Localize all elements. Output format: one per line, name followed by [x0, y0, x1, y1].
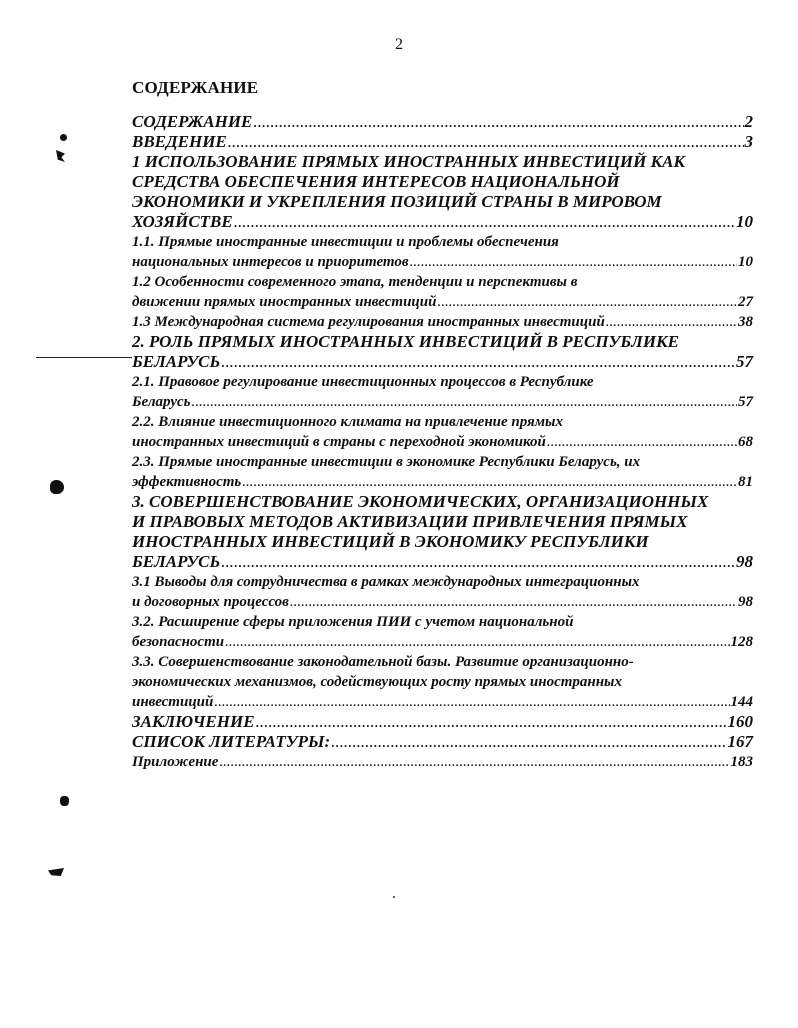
- toc-dot-leader: [331, 732, 726, 752]
- toc-page-number: 10: [738, 254, 753, 270]
- toc-entry-title-line: И ПРАВОВЫХ МЕТОДОВ АКТИВИЗАЦИИ ПРИВЛЕЧЕНИЯ ПРЯМЫХ: [132, 512, 688, 531]
- toc-entry-last-line: [132, 632, 753, 652]
- page-title: СОДЕРЖАНИЕ: [132, 78, 259, 97]
- scan-speck-mark: [56, 150, 65, 162]
- toc-entry-last-line: [132, 132, 753, 152]
- toc-dot-leader: [214, 692, 729, 712]
- toc-page-number: 2: [744, 112, 753, 131]
- toc-page-number: 81: [738, 474, 753, 490]
- toc-dot-leader: [191, 392, 737, 412]
- toc-dot-leader: [221, 552, 735, 572]
- toc-entry-title-line: ИНОСТРАННЫХ ИНВЕСТИЦИЙ В ЭКОНОМИКУ РЕСПУБЛИКИ: [132, 532, 649, 551]
- table-of-contents: [132, 112, 753, 772]
- toc-entry-last-line: [132, 732, 753, 752]
- toc-entry-title-line: 1.1. Прямые иностранные инвестиции и проблемы обеспечения: [132, 234, 559, 250]
- scan-speck-mark: [48, 868, 64, 876]
- toc-dot-leader: [290, 592, 737, 612]
- toc-entry-last-line: [132, 352, 753, 372]
- toc-page-number: 10: [736, 212, 753, 231]
- toc-entry-last-line: [132, 592, 753, 612]
- toc-entry-title: движении прямых иностранных инвестиций: [132, 294, 437, 310]
- toc-entry: [132, 492, 753, 572]
- toc-entry-title-line: 1.2 Особенности современного этапа, тенденции и перспективы в: [132, 274, 578, 290]
- toc-dot-leader: [228, 132, 744, 152]
- toc-dot-leader: [547, 432, 737, 452]
- toc-entry: [132, 272, 753, 312]
- toc-entry: [132, 152, 753, 232]
- scan-dot-mark: [393, 896, 395, 898]
- toc-dot-leader: [256, 712, 727, 732]
- toc-entry: [132, 232, 753, 272]
- toc-entry-last-line: [132, 312, 753, 332]
- toc-entry: [132, 412, 753, 452]
- toc-entry-last-line: [132, 692, 753, 712]
- toc-page-number: 57: [736, 352, 753, 371]
- toc-entry-title: БЕЛАРУСЬ: [132, 352, 221, 371]
- toc-page-number: 38: [738, 314, 753, 330]
- toc-entry: [132, 372, 753, 412]
- toc-entry-title-line: 2.1. Правовое регулирование инвестиционных процессов в Республике: [132, 374, 594, 390]
- toc-entry-last-line: [132, 252, 753, 272]
- toc-entry: [132, 332, 753, 372]
- toc-entry: [132, 132, 753, 152]
- toc-entry-title: Беларусь: [132, 394, 191, 410]
- toc-dot-leader: [234, 212, 735, 232]
- toc-dot-leader: [242, 472, 737, 492]
- toc-entry: [132, 612, 753, 652]
- toc-page-number: 128: [730, 634, 753, 650]
- toc-entry-title-line: 3.3. Совершенствование законодательной базы. Развитие организационно-: [132, 654, 634, 670]
- toc-entry-last-line: [132, 712, 753, 732]
- toc-page-number: 68: [738, 434, 753, 450]
- scan-speck-mark: [50, 480, 64, 494]
- toc-entry-title: инвестиций: [132, 694, 214, 710]
- toc-entry-title: ХОЗЯЙСТВЕ: [132, 212, 233, 231]
- toc-entry-title-line: 2.2. Влияние инвестиционного климата на привлечение прямых: [132, 414, 563, 430]
- toc-entry-title: СПИСОК ЛИТЕРАТУРЫ:: [132, 732, 331, 751]
- toc-entry-last-line: [132, 432, 753, 452]
- toc-entry: [132, 452, 753, 492]
- toc-entry-title: и договорных процессов: [132, 594, 289, 610]
- toc-dot-leader: [225, 632, 729, 652]
- scan-speck-mark: [60, 796, 69, 806]
- toc-entry-title-line: СРЕДСТВА ОБЕСПЕЧЕНИЯ ИНТЕРЕСОВ НАЦИОНАЛЬНОЙ: [132, 172, 620, 191]
- toc-page-number: 98: [738, 594, 753, 610]
- toc-page-number: 57: [738, 394, 753, 410]
- scan-speck-mark: [60, 134, 67, 141]
- toc-entry: [132, 572, 753, 612]
- toc-entry-last-line: [132, 292, 753, 312]
- toc-entry-last-line: [132, 472, 753, 492]
- page-number: 2: [395, 36, 403, 53]
- toc-entry-last-line: [132, 752, 753, 772]
- toc-entry: [132, 712, 753, 732]
- toc-entry: [132, 732, 753, 752]
- toc-page-number: 160: [727, 712, 753, 731]
- toc-entry-title: Приложение: [132, 754, 219, 770]
- toc-page-number: 98: [736, 552, 753, 571]
- scan-line-mark: [36, 357, 132, 358]
- toc-entry-title-line: 2. РОЛЬ ПРЯМЫХ ИНОСТРАННЫХ ИНВЕСТИЦИЙ В РЕСПУБЛИКЕ: [132, 332, 679, 351]
- toc-dot-leader: [410, 252, 737, 272]
- toc-entry: [132, 752, 753, 772]
- toc-page-number: 183: [730, 754, 753, 770]
- toc-entry: [132, 652, 753, 712]
- toc-entry-title-line: экономических механизмов, содействующих росту прямых иностранных: [132, 674, 622, 690]
- toc-dot-leader: [221, 352, 735, 372]
- toc-entry: [132, 312, 753, 332]
- toc-entry-title-line: ЭКОНОМИКИ И УКРЕПЛЕНИЯ ПОЗИЦИЙ СТРАНЫ В МИРОВОМ: [132, 192, 662, 211]
- toc-page-number: 144: [730, 694, 753, 710]
- toc-dot-leader: [253, 112, 743, 132]
- toc-entry-title-line: 2.3. Прямые иностранные инвестиции в экономике Республики Беларусь, их: [132, 454, 641, 470]
- toc-entry-title-line: 3. СОВЕРШЕНСТВОВАНИЕ ЭКОНОМИЧЕСКИХ, ОРГАНИЗАЦИОННЫХ: [132, 492, 709, 511]
- toc-entry-last-line: [132, 392, 753, 412]
- toc-entry-title: эффективность: [132, 474, 242, 490]
- toc-dot-leader: [219, 752, 729, 772]
- toc-dot-leader: [606, 312, 737, 332]
- toc-page-number: 167: [727, 732, 753, 751]
- toc-entry-title-line: 3.2. Расширение сферы приложения ПИИ с учетом национальной: [132, 614, 574, 630]
- toc-entry-title: СОДЕРЖАНИЕ: [132, 112, 253, 131]
- toc-page-number: 3: [744, 132, 753, 151]
- toc-entry-last-line: [132, 112, 753, 132]
- toc-dot-leader: [437, 292, 737, 312]
- toc-entry-title-line: 3.1 Выводы для сотрудничества в рамках международных интеграционных: [132, 574, 640, 590]
- toc-entry: [132, 112, 753, 132]
- toc-entry-last-line: [132, 552, 753, 572]
- toc-entry-title: 1.3 Международная система регулирования иностранных инвестиций: [132, 314, 605, 330]
- toc-entry-title: национальных интересов и приоритетов: [132, 254, 409, 270]
- toc-entry-last-line: [132, 212, 753, 232]
- toc-entry-title: иностранных инвестиций в страны с переходной экономикой: [132, 434, 546, 450]
- toc-page-number: 27: [738, 294, 753, 310]
- toc-entry-title: безопасности: [132, 634, 225, 650]
- toc-entry-title: ВВЕДЕНИЕ: [132, 132, 227, 151]
- toc-entry-title: БЕЛАРУСЬ: [132, 552, 221, 571]
- toc-entry-title: ЗАКЛЮЧЕНИЕ: [132, 712, 255, 731]
- toc-entry-title-line: 1 ИСПОЛЬЗОВАНИЕ ПРЯМЫХ ИНОСТРАННЫХ ИНВЕСТИЦИЙ КАК: [132, 152, 685, 171]
